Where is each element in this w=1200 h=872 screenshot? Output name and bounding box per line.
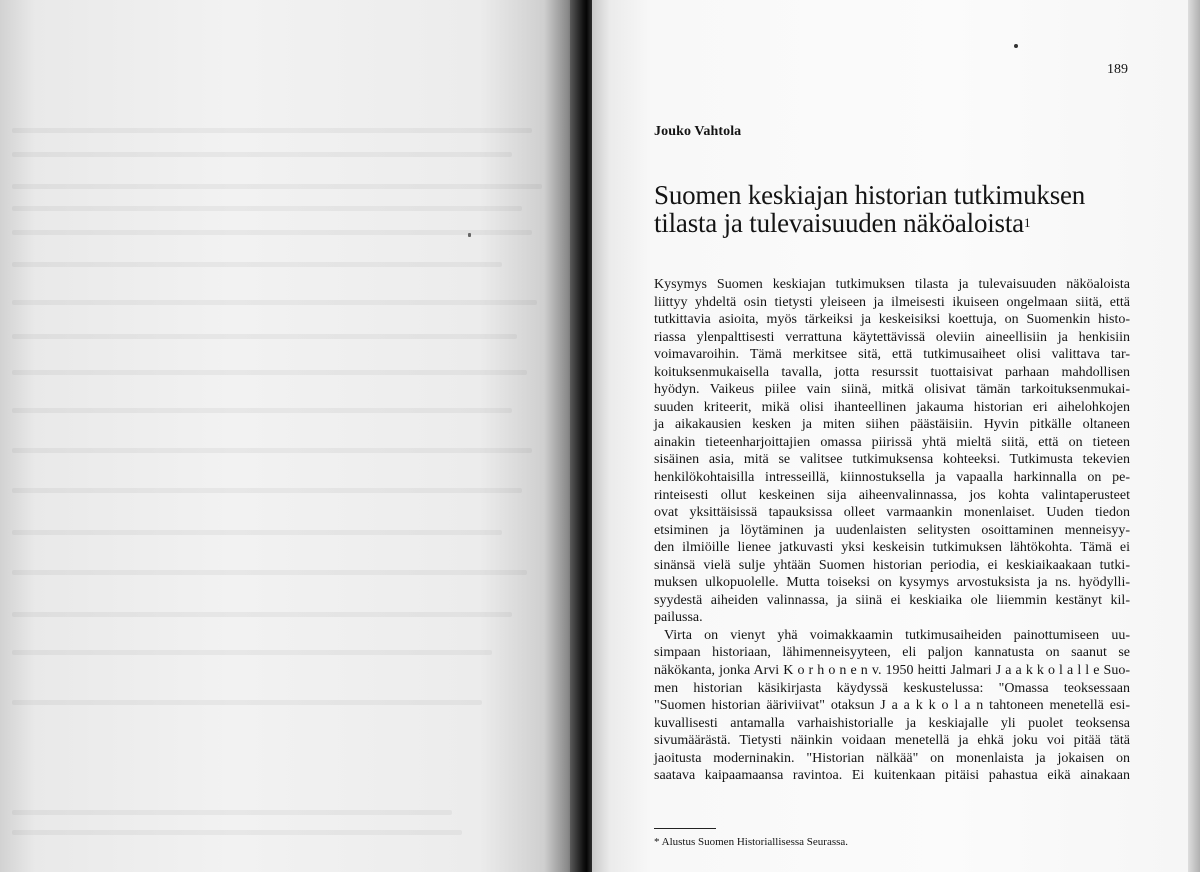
- body-line: den ilmiöille lienee jatkuvasti yksi keskeisin tutkimuksen lähtökohta. Tämä ei: [654, 540, 1130, 556]
- speck: [1014, 44, 1018, 48]
- body-line: sinänsä vielä sulje yhtään Suomen historian periodia, ei keskiaikaakaan tutki-: [654, 557, 1130, 573]
- body-line: voimavaroihin. Tämä merkitsee sitä, että tutkimusaiheet olisi valittava tar-: [654, 347, 1130, 363]
- body-line: koituksenmukaisella tavalla, jotta resurssit tuottaisivat parhaan mahdollisen: [654, 364, 1130, 380]
- body-line: ovat yksittäisissä tapauksissa olleet varmaankin monenlaiset. Uuden tiedon: [654, 505, 1130, 521]
- title-footnote-mark: 1: [1023, 215, 1031, 230]
- body-line: pailussa.: [654, 610, 703, 626]
- body-line: hyödyn. Vaikeus piilee vain siinä, mitkä olisivat tämän tarkoituksenmukai-: [654, 382, 1130, 398]
- body-line: rinteisesti ollut keskeinen sija aiheenvalinnassa, jos kohta valintaperusteet: [654, 487, 1130, 503]
- body-line: ainakin tieteenharjoittajien omassa piirissä yhtä mieltä siitä, että on tieteen: [654, 434, 1130, 450]
- body-line: muksen ulkopuolelle. Mutta toiseksi on kysymys arvostuksista ja ns. hyödylli-: [654, 575, 1130, 591]
- body-line: jaoitusta moderninakin. "Historian nälkää" on monenlaista ja jokaisen on: [654, 750, 1130, 766]
- body-line: henkilökohtaisilla intresseillä, kiinnostuksella ja vapaalla harkinnalla on pe-: [654, 470, 1130, 486]
- body-line: saatava kaipaamaansa ravintoa. Ei kuitenkaan pitäisi pahastua eikä ainakaan: [654, 768, 1130, 784]
- footnote: * Alustus Suomen Historiallisessa Seurassa.: [654, 836, 849, 848]
- body-line: simpaan historiaan, lähimenneisyyteen, eli paljon kannatusta on saanut se: [654, 645, 1130, 661]
- body-line: näkökanta, jonka Arvi K o r h o n e n v. 1950 heitti Jalmari J a a k k o l a l l e Suo-: [654, 663, 1130, 679]
- title-line-1: Suomen keskiajan historian tutkimuksen: [654, 180, 1086, 210]
- body-text: [654, 276, 1130, 785]
- body-line: Kysymys Suomen keskiajan tutkimuksen tilasta ja tulevaisuuden näköaloista: [654, 277, 1130, 292]
- body-line: suuden kriteerit, mikä olisi ihanteellinen jakauma historian eri aihelohkojen: [654, 399, 1130, 415]
- body-line: syydestä aiheiden valinnassa, ja siinä ei keskiaika ole liiemmin kestänyt kil-: [654, 592, 1130, 608]
- body-line: men historian käsikirjasta käydyssä keskustelussa: "Omassa teoksessaan: [654, 680, 1130, 696]
- title-line-2: tilasta ja tulevaisuuden näköaloista: [654, 208, 1024, 238]
- body-line: tutkittavia asioita, myös tärkeiksi ja keskeisiksi koettuja, on Suomenkin histo-: [654, 312, 1130, 328]
- page-edge: [1188, 0, 1200, 872]
- page-number: 189: [1107, 62, 1128, 77]
- right-page: [592, 0, 1188, 872]
- body-line: Virta on vienyt yhä voimakkaamin tutkimusaiheiden painottumiseen uu-: [664, 627, 1130, 643]
- footnote-rule: [654, 828, 716, 829]
- body-line: etsiminen ja löytäminen ja uudenlaisten selitysten osoittaminen menneisyy-: [654, 522, 1130, 538]
- body-line: "Suomen historian ääriviivat" otaksun J a a k k o l a n tahtoneen menetellä esi-: [654, 698, 1130, 714]
- body-line: sivumäärästä. Tietysti näinkin voidaan menetellä ja ehkä joku voi pitää tätä: [654, 733, 1130, 749]
- body-line: riassa ylenpalttisesti verrattuna käytettävissä oleviin aineellisiin ja henkisiin: [654, 329, 1130, 345]
- left-page-blank: [0, 0, 585, 872]
- body-line: sisäinen asia, mitä se valitsee tutkimuksensa kohteeksi. Tutkimusta tekevien: [654, 452, 1130, 468]
- body-line: kuvallisesti antamalla varhaishistorialle ja keskiajalle yli puolet teoksensa: [654, 715, 1130, 731]
- body-line: ja aikakausien kesken ja miten siihen päästäisiin. Hyvin pitkälle oltaneen: [654, 417, 1130, 433]
- article-author: Jouko Vahtola: [654, 124, 742, 139]
- article-title: [654, 181, 1154, 237]
- body-line: liittyy yhdeltä osin tietysti yleiseen ja ilmeisesti ikuiseen ongelmaan siitä, että: [654, 294, 1130, 310]
